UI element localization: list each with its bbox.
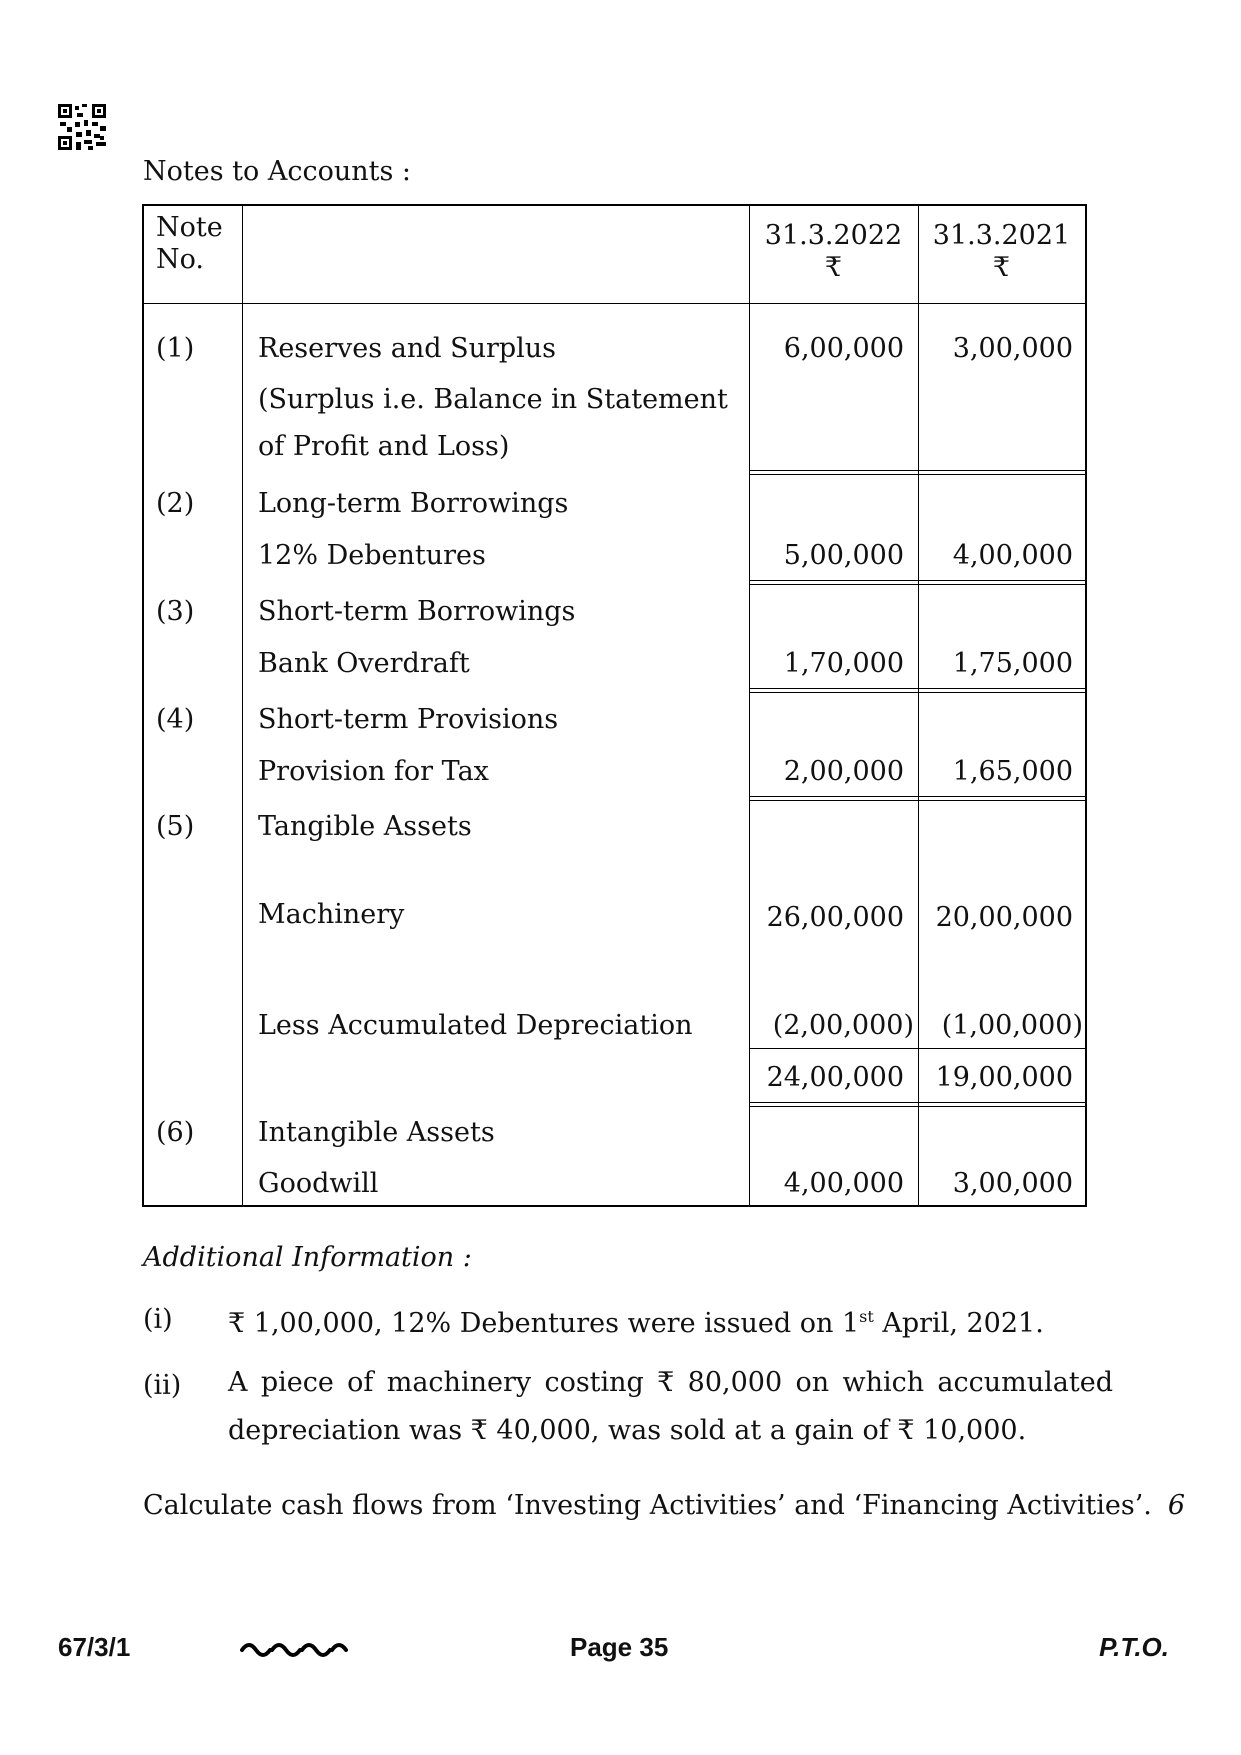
row-divider (749, 1102, 1085, 1103)
additional-item-1 (228, 1293, 1044, 1348)
header-divider (144, 303, 1085, 304)
item-text-part: April, 2021. (873, 1308, 1044, 1339)
note-subtext: 12% Debentures (258, 540, 486, 571)
amount-2021: 1,65,000 (952, 756, 1073, 787)
row-divider (749, 584, 1085, 585)
squiggle-icon (240, 1636, 355, 1658)
item-label: (i) (143, 1304, 173, 1335)
note-header-line: No. (156, 244, 204, 276)
date-2022-header (749, 220, 918, 285)
note-number: (6) (156, 1117, 195, 1148)
date-label: 31.3.2022 (764, 220, 903, 251)
row-divider (749, 796, 1085, 797)
note-number: (3) (156, 596, 195, 627)
paper-code: 67/3/1 (58, 1632, 131, 1662)
machinery-label: Machinery (258, 899, 405, 930)
notes-heading: Notes to Accounts : (143, 156, 411, 187)
notes-to-accounts-table (142, 204, 1087, 1207)
amount-2021: 1,75,000 (952, 648, 1073, 679)
note-title: Long-term Borrowings (258, 488, 569, 519)
item-label: (ii) (143, 1370, 182, 1401)
amount-2021: 20,00,000 (935, 902, 1073, 933)
item-line: A piece of machinery costing ₹ 80,000 on which accumulated (228, 1367, 1113, 1398)
depreciation-label: Less Accumulated Depreciation (258, 1010, 693, 1041)
qr-code-icon (58, 104, 106, 150)
row-divider (749, 1048, 1085, 1049)
note-number: (4) (156, 704, 195, 735)
note-subtext: (Surplus i.e. Balance in Statement (258, 384, 728, 415)
amount-2021: 4,00,000 (952, 540, 1073, 571)
column-divider (242, 206, 243, 1205)
note-number: (1) (156, 333, 195, 364)
currency-symbol: ₹ (992, 252, 1011, 284)
note-subtext: Bank Overdraft (258, 648, 470, 679)
note-no-header (156, 212, 223, 277)
additional-item-2 (228, 1359, 1113, 1455)
item-text-part: ₹ 1,00,000, 12% Debentures were issued on 1 (228, 1308, 860, 1339)
date-2021-header (918, 220, 1085, 285)
question-text: Calculate cash flows from ‘Investing Activities’ and ‘Financing Activities’. (143, 1490, 1152, 1521)
amount-2022: (2,00,000) (772, 1010, 914, 1041)
marks: 6 (1167, 1490, 1185, 1521)
note-number: (5) (156, 811, 195, 842)
note-subtext: Goodwill (258, 1168, 379, 1199)
pto-label: P.T.O. (1099, 1632, 1169, 1662)
amount-2022: 2,00,000 (783, 756, 904, 787)
superscript: st (859, 1307, 874, 1326)
date-label: 31.3.2021 (932, 220, 1071, 251)
additional-info-title: Additional Information : (143, 1242, 472, 1273)
note-subtext: Provision for Tax (258, 756, 489, 787)
note-header-line: Note (156, 212, 223, 243)
note-title: Reserves and Surplus (258, 333, 557, 364)
note-number: (2) (156, 488, 195, 519)
note-title: Short-term Provisions (258, 704, 559, 735)
row-divider (749, 470, 1085, 471)
note-title: Tangible Assets (258, 811, 472, 842)
note-subtext: of Profit and Loss) (258, 431, 510, 462)
row-divider (749, 1106, 1085, 1107)
net-amount-2022: 24,00,000 (766, 1062, 904, 1093)
row-divider (749, 474, 1085, 475)
row-divider (749, 692, 1085, 693)
amount-2022: 1,70,000 (783, 648, 904, 679)
row-divider (749, 688, 1085, 689)
row-divider (749, 580, 1085, 581)
amount-2021: (1,00,000) (941, 1010, 1083, 1041)
note-title: Intangible Assets (258, 1117, 495, 1148)
item-line: depreciation was ₹ 40,000, was sold at a gain of ₹ 10,000. (228, 1415, 1027, 1446)
amount-2022: 4,00,000 (783, 1168, 904, 1199)
amount-2021: 3,00,000 (952, 1168, 1073, 1199)
currency-symbol: ₹ (824, 252, 843, 284)
row-divider (749, 800, 1085, 801)
amount-2022: 5,00,000 (783, 540, 904, 571)
amount-2022: 26,00,000 (766, 902, 904, 933)
note-title: Short-term Borrowings (258, 596, 576, 627)
net-amount-2021: 19,00,000 (935, 1062, 1073, 1093)
page-number: Page 35 (570, 1632, 669, 1662)
amount-2021: 3,00,000 (952, 333, 1073, 364)
amount-2022: 6,00,000 (783, 333, 904, 364)
